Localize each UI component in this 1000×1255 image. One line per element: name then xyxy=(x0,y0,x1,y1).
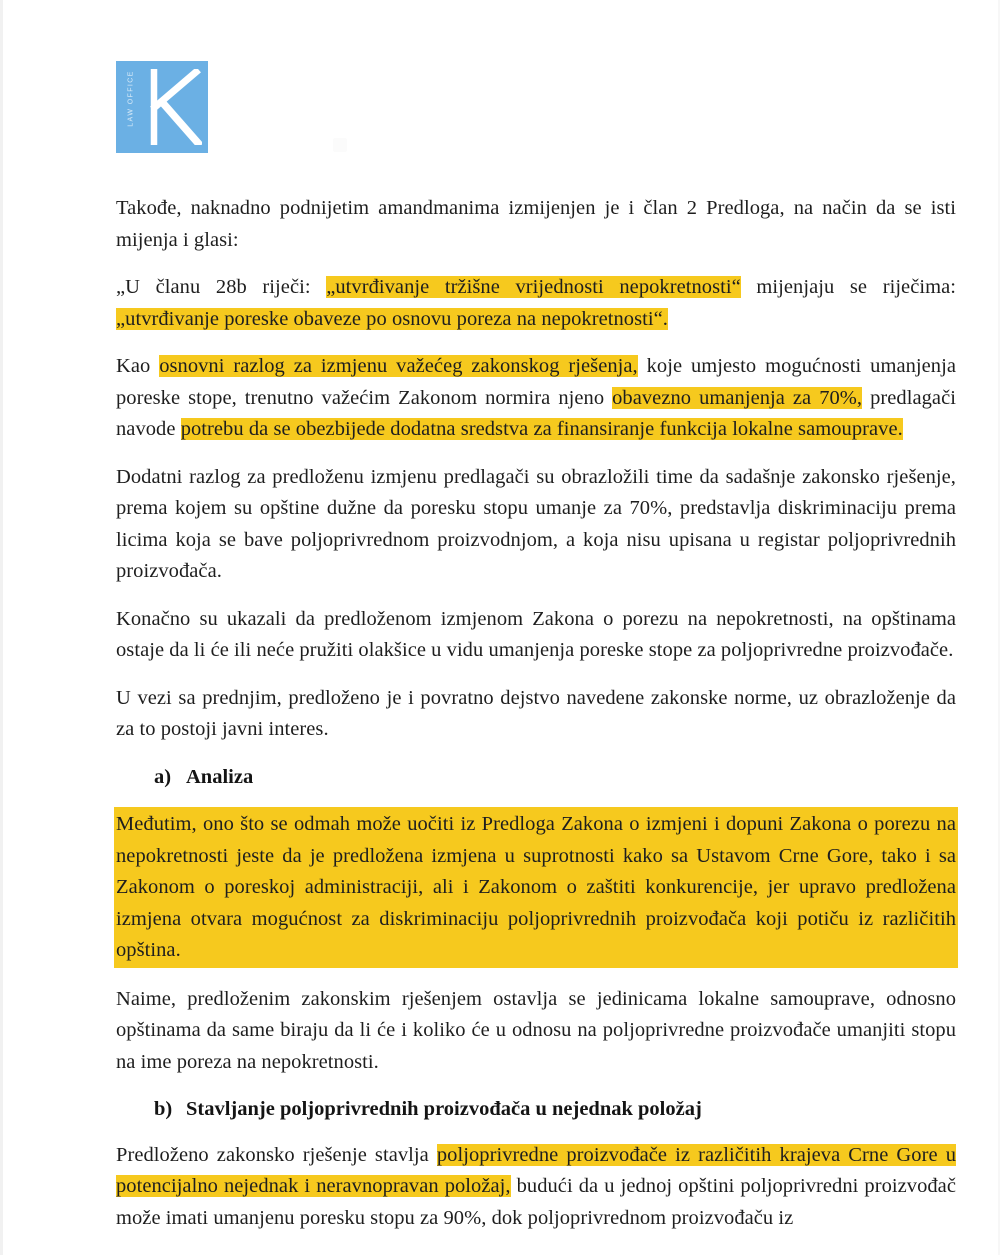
text-run: mijenjaju se riječima: xyxy=(740,276,956,298)
heading-a-analiza xyxy=(116,762,956,794)
highlight-run: osnovni razlog za izmjenu važećeg zakonskog rješenja, xyxy=(159,355,638,377)
list-marker-b: b) xyxy=(154,1098,173,1120)
paragraph-retroactivity xyxy=(116,683,956,746)
text-run: budući da u jednoj opštini poljoprivredni proizvođač može imati umanjenu poresku stopu za 90%, dok poljoprivrednom proizvođaču iz xyxy=(116,1175,956,1229)
paragraph-last xyxy=(116,1140,956,1235)
text-run: Predloženo zakonsko rješenje stavlja xyxy=(116,1143,437,1166)
heading-b-unequal-position xyxy=(116,1094,956,1126)
text-run: Naime, predloženim zakonskim rješenjem ostavlja se jedinicama lokalne samouprave, odnosno opštinama da same biraju da li će i koliko će u odnosu na poljoprivredne proizvođače umanjiti stopu na ime poreza na nepokretnosti. xyxy=(116,987,956,1073)
list-marker-a: a) xyxy=(154,765,172,788)
highlight-run: „utvrđivanje tržišne vrijednosti nepokretnosti“ xyxy=(326,276,741,298)
paragraph-naime xyxy=(116,984,956,1079)
text-run: Međutim, ono što se odmah može uočiti iz Predloga Zakona o izmjeni i dopuni Zakona o porezu na nepokretnosti jeste da je predložena izmjena u suprotnosti kako sa Ustavom Crne Gore, tako i sa Zakonom o poreskoj administraciji, ali i Zakonom o zaštiti konkurencije, jer upravo predložena izmjena otvara mogućnost za diskriminaciju poljoprivrednih proizvođača koji potiču iz različitih opština. xyxy=(116,813,956,961)
text-run: „U članu 28b riječi: xyxy=(116,276,327,298)
paragraph-additional-reason xyxy=(116,462,956,588)
paragraph-quoted-amendment xyxy=(116,272,956,335)
highlight-run: obavezno umanjenja za 70%, xyxy=(612,386,863,409)
paragraph-intro xyxy=(116,193,956,256)
text-run: Takođe, naknadno podnijetim amandmanima izmijenjen je i član 2 Predloga, na način da se isti mijenja i glasi: xyxy=(116,197,956,251)
paragraph-reason xyxy=(116,351,956,446)
text-run: predlagači navode xyxy=(116,386,956,440)
highlight-run: „utvrđivanje poreske obaveze po osnovu poreza na nepokretnosti“. xyxy=(116,307,668,330)
text-run: Dodatni razlog za predloženu izmjenu predlagači su obrazložili time da sadašnje zakonsko rješenje, prema kojem su opštine dužne da poresku stopu umanje za 70%, predstavlja diskriminaciju prema licima koja se bave poljoprivrednom proizvodnjom, a koja nisu upisana u registar poljoprivrednih proizvođača. xyxy=(116,465,956,582)
text-run: Konačno su ukazali da predloženom izmjenom Zakona o porezu na nepokretnosti, na opštinama ostaje da li će ili neće pružiti olakšice u vidu umanjenja poreske stope za poljoprivredne proizvođače. xyxy=(116,607,956,661)
text-run: U vezi sa prednjim, predloženo je i povratno dejstvo navedene zakonske norme, uz obrazloženje da za to postoji javni interes. xyxy=(116,686,956,740)
text-run: koje umjesto mogućnosti umanjenja poreske stope, trenutno važećim Zakonom normira njeno xyxy=(116,355,956,409)
paragraph-conclusion-proposers xyxy=(116,604,956,667)
letterhead xyxy=(116,61,208,153)
scan-artifact xyxy=(333,138,347,152)
heading-a-label: Analiza xyxy=(186,765,254,788)
logo-vertical-text: LAW OFFICE xyxy=(127,70,135,127)
document-body xyxy=(116,193,956,1234)
paragraph-analysis-highlighted xyxy=(114,807,958,968)
logo-k-glyph xyxy=(146,69,202,145)
law-office-k-logo xyxy=(116,61,208,153)
text-run: Kao xyxy=(116,355,160,377)
highlight-run: potrebu da se obezbijede dodatna sredstva za finansiranje funkcija lokalne samouprave. xyxy=(180,418,903,440)
heading-b-label: Stavljanje poljoprivrednih proizvođača u nejednak položaj xyxy=(186,1098,702,1120)
highlight-run: poljoprivredne proizvođače iz različitih krajeva Crne Gore u potencijalno nejednak i neravnopravan položaj, xyxy=(116,1143,956,1197)
